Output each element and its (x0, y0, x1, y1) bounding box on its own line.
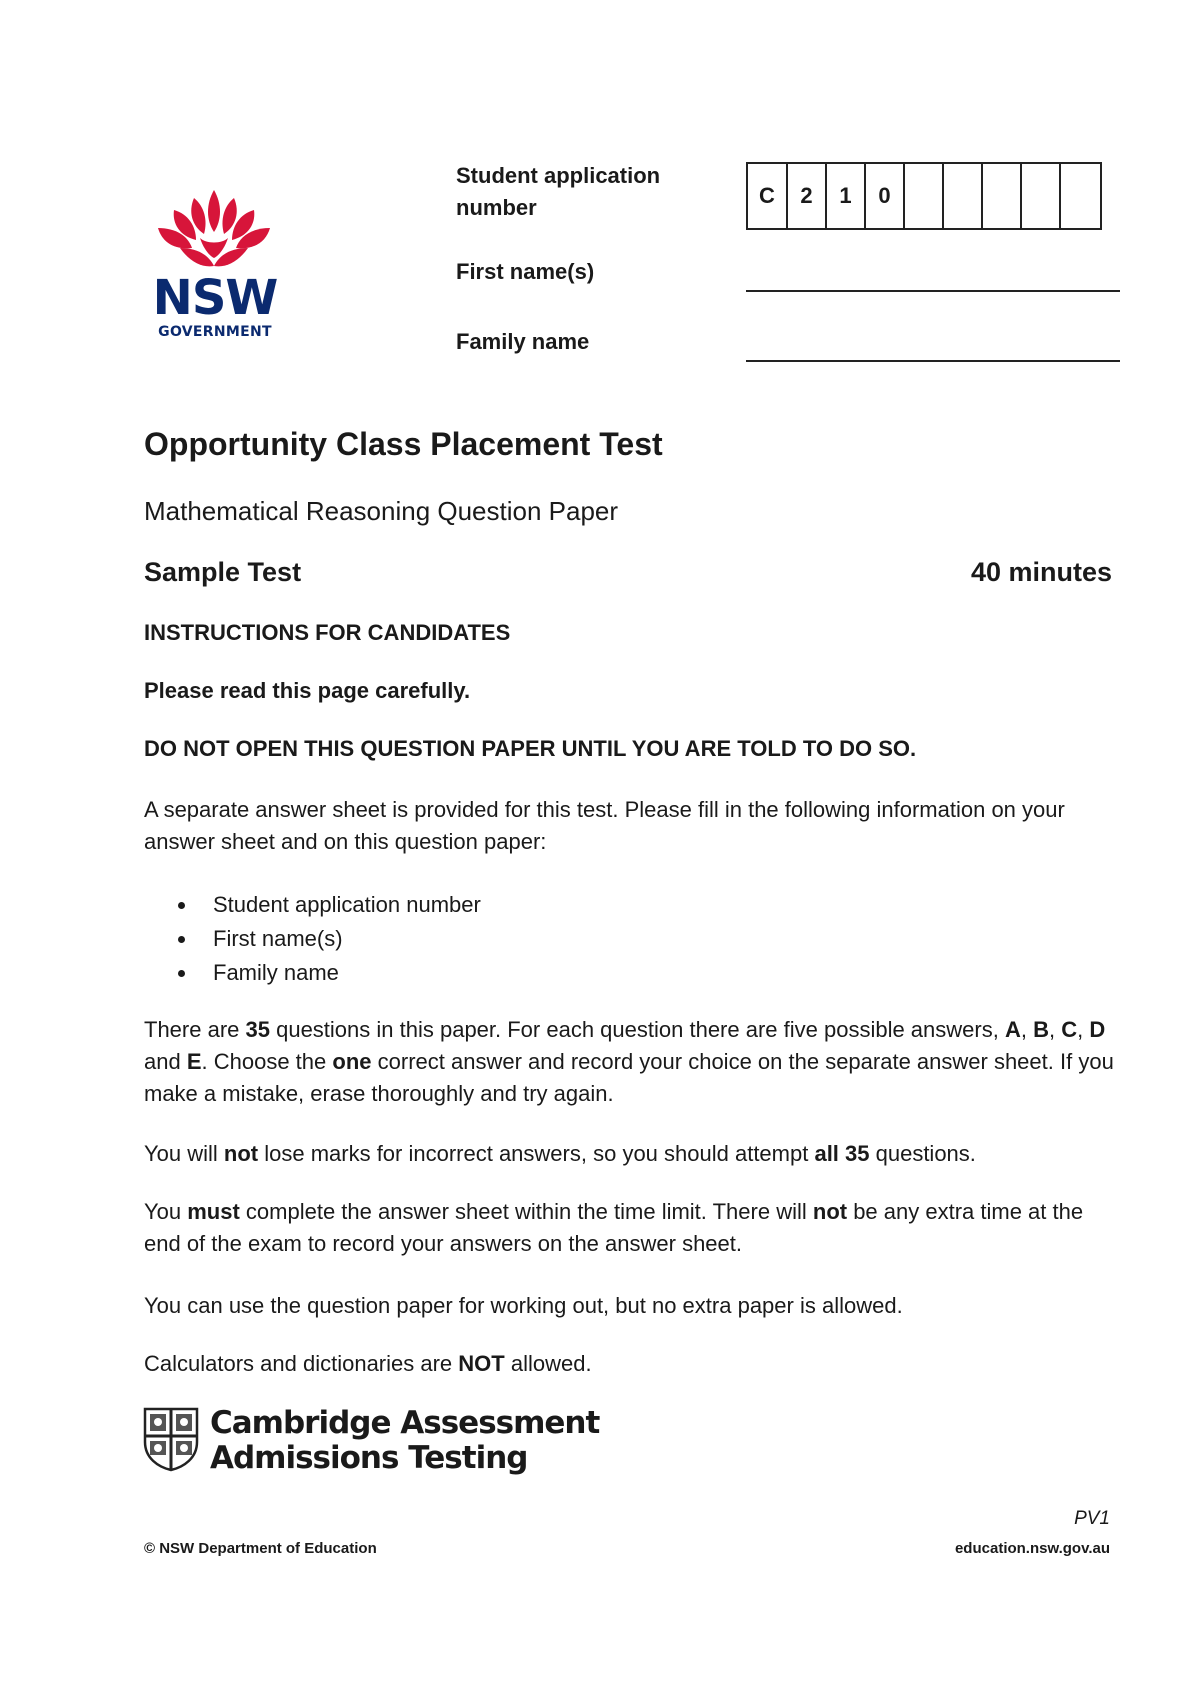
family-name-label: Family name (456, 329, 590, 354)
application-digit-box[interactable]: 0 (866, 164, 905, 228)
application-digit-box[interactable] (944, 164, 983, 228)
application-digit-box[interactable] (983, 164, 1022, 228)
sample-test-label: Sample Test (144, 557, 302, 587)
cambridge-assessment-logo (142, 1406, 599, 1476)
instructions-heading: INSTRUCTIONS FOR CANDIDATES (144, 620, 511, 645)
application-digit-box[interactable]: 2 (788, 164, 827, 228)
bullet-icon (178, 970, 185, 977)
application-digit-box[interactable] (1022, 164, 1061, 228)
application-digit-box[interactable] (1061, 164, 1100, 228)
waratah-flower-icon (144, 186, 284, 278)
paper-version: PV1 (1074, 1508, 1110, 1529)
cambridge-wordmark: Cambridge Assessment Admissions Testing (210, 1405, 600, 1476)
list-item-text: Student application number (213, 892, 481, 917)
working-out-paragraph: You can use the question paper for working out, but no extra paper is allowed. (144, 1293, 903, 1318)
application-digit-box[interactable] (905, 164, 944, 228)
application-digit-box[interactable]: C (748, 164, 788, 228)
application-number-boxes[interactable] (746, 162, 1102, 230)
nsw-wordmark: NSW (152, 270, 278, 326)
first-name-field[interactable] (746, 290, 1120, 292)
required-info-list (178, 888, 481, 990)
questions-paragraph: There are 35 questions in this paper. For each question there are five possible answers, A, B, C, D and E. Choose the one correct answer and record your choice on the separate answer sheet. If you make a mistake, erase thoroughly and try again. (144, 1017, 1114, 1106)
test-title: Opportunity Class Placement Test (144, 426, 663, 462)
nsw-government-logo (144, 186, 284, 346)
family-name-field[interactable] (746, 360, 1120, 362)
bullet-icon (178, 902, 185, 909)
please-read-note: Please read this page carefully. (144, 678, 471, 703)
application-number-label: Student application number (456, 163, 661, 220)
calculators-paragraph: Calculators and dictionaries are NOT allowed. (144, 1351, 592, 1376)
paper-subtitle: Mathematical Reasoning Question Paper (144, 496, 619, 526)
intro-paragraph: A separate answer sheet is provided for this test. Please fill in the following information on your answer sheet and on this question paper: (144, 797, 1065, 854)
list-item (178, 888, 481, 922)
list-item-text: First name(s) (213, 926, 343, 951)
do-not-open-warning: DO NOT OPEN THIS QUESTION PAPER UNTIL YOU ARE TOLD TO DO SO. (144, 736, 917, 761)
marks-paragraph: You will not lose marks for incorrect answers, so you should attempt all 35 questions. (144, 1141, 976, 1166)
test-duration: 40 minutes (970, 557, 1112, 587)
bullet-icon (178, 936, 185, 943)
first-name-label: First name(s) (456, 259, 595, 284)
list-item-text: Family name (213, 960, 339, 985)
list-item (178, 956, 481, 990)
application-digit-box[interactable]: 1 (827, 164, 866, 228)
cambridge-crest-icon (142, 1406, 200, 1472)
copyright-notice: © NSW Department of Education (144, 1540, 377, 1557)
time-limit-paragraph: You must complete the answer sheet within the time limit. There will not be any extra time at the end of the exam to record your answers on the answer sheet. (144, 1199, 1084, 1256)
website-link[interactable]: education.nsw.gov.au (954, 1540, 1110, 1557)
nsw-government-text: GOVERNMENT (158, 324, 272, 340)
list-item (178, 922, 481, 956)
